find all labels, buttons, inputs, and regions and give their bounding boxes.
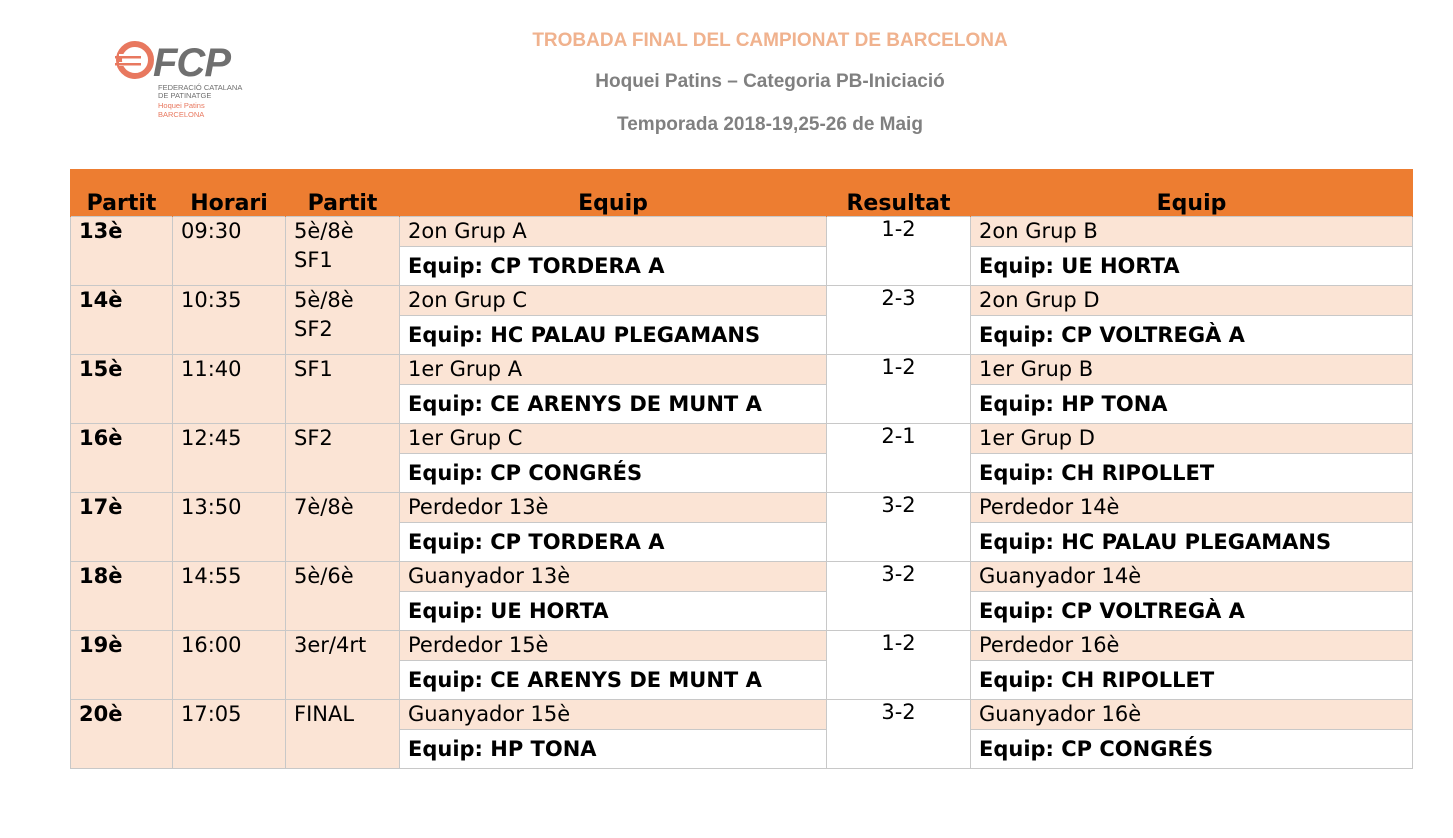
away-team: Equip: HC PALAU PLEGAMANS [971,523,1413,562]
match-phase [286,286,400,355]
match-phase-line: SF1 [294,248,333,272]
away-team: Equip: HP TONA [971,385,1413,424]
table-row [71,424,1413,454]
away-group: Perdedor 14è [971,493,1413,523]
match-time: 14:55 [173,562,286,631]
logo-line: BARCELONA [158,110,205,119]
table-row [71,286,1413,316]
logo-line: Hoquei Patins [158,101,205,110]
away-team: Equip: UE HORTA [971,247,1413,286]
match-result: 3-2 [827,493,971,562]
col-header-partit: Partit [71,169,173,217]
match-number: 20è [71,700,173,769]
page-subtitle: Hoquei Patins – Categoria PB-Iniciació [595,71,945,92]
match-time: 09:30 [173,217,286,286]
match-number: 15è [71,355,173,424]
match-phase [286,493,400,562]
match-phase [286,355,400,424]
away-group: 1er Grup B [971,355,1413,385]
table-row [71,562,1413,592]
match-result: 1-2 [827,631,971,700]
home-group: 1er Grup C [400,424,827,454]
match-phase-line: 3er/4rt [294,633,367,657]
home-group: Guanyador 15è [400,700,827,730]
col-header-fase: Partit [286,169,400,217]
match-number: 16è [71,424,173,493]
match-result: 1-2 [827,217,971,286]
home-team: Equip: UE HORTA [400,592,827,631]
away-team: Equip: CH RIPOLLET [971,661,1413,700]
away-team: Equip: CH RIPOLLET [971,454,1413,493]
match-time: 10:35 [173,286,286,355]
home-group: Guanyador 13è [400,562,827,592]
match-number: 18è [71,562,173,631]
away-group: Guanyador 14è [971,562,1413,592]
table-row [71,700,1413,730]
away-team: Equip: CP CONGRÉS [971,730,1413,769]
match-phase-line: 7è/8è [294,495,354,519]
table-header-row [71,169,1413,217]
away-team: Equip: CP VOLTREGÀ A [971,592,1413,631]
match-phase-line: 5è/8è [294,288,354,312]
match-result: 1-2 [827,355,971,424]
match-number: 17è [71,493,173,562]
match-phase-line: 5è/6è [294,564,354,588]
match-number: 14è [71,286,173,355]
match-result: 3-2 [827,700,971,769]
match-phase-line: SF2 [294,426,333,450]
away-group: 2on Grup B [971,217,1413,247]
match-phase-line: 5è/8è [294,219,354,243]
match-phase [286,631,400,700]
home-team: Equip: CP TORDERA A [400,523,827,562]
table-row [71,217,1413,247]
match-time: 12:45 [173,424,286,493]
table-row [71,493,1413,523]
away-group: Perdedor 16è [971,631,1413,661]
col-header-equip-local: Equip [400,169,827,217]
match-phase-line: SF1 [294,357,333,381]
away-group: Guanyador 16è [971,700,1413,730]
match-result: 2-1 [827,424,971,493]
home-team: Equip: CP TORDERA A [400,247,827,286]
away-group: 1er Grup D [971,424,1413,454]
match-phase [286,700,400,769]
match-schedule-table [70,169,1413,769]
logo-wordmark: FCP [153,41,230,85]
col-header-horari: Horari [173,169,286,217]
away-team: Equip: CP VOLTREGÀ A [971,316,1413,355]
match-time: 16:00 [173,631,286,700]
match-number: 19è [71,631,173,700]
away-group: 2on Grup D [971,286,1413,316]
match-time: 11:40 [173,355,286,424]
home-group: Perdedor 15è [400,631,827,661]
page-title: TROBADA FINAL DEL CAMPIONAT DE BARCELONA [532,30,1008,51]
home-group: 1er Grup A [400,355,827,385]
home-team: Equip: CE ARENYS DE MUNT A [400,385,827,424]
home-team: Equip: CP CONGRÉS [400,454,827,493]
logo-line: FEDERACIÓ CATALANA [158,83,243,92]
home-group: Perdedor 13è [400,493,827,523]
match-phase [286,562,400,631]
home-team: Equip: HC PALAU PLEGAMANS [400,316,827,355]
table-row [71,355,1413,385]
match-number: 13è [71,217,173,286]
match-time: 13:50 [173,493,286,562]
match-time: 17:05 [173,700,286,769]
match-result: 3-2 [827,562,971,631]
match-phase [286,217,400,286]
match-phase-line: SF2 [294,317,333,341]
match-result: 2-3 [827,286,971,355]
home-team: Equip: HP TONA [400,730,827,769]
col-header-equip-visitant: Equip [971,169,1413,217]
table-row [71,631,1413,661]
home-team: Equip: CE ARENYS DE MUNT A [400,661,827,700]
col-header-resultat: Resultat [827,169,971,217]
logo-line: DE PATINATGE [158,91,212,100]
home-group: 2on Grup C [400,286,827,316]
home-group: 2on Grup A [400,217,827,247]
match-phase-line: FINAL [294,702,355,726]
match-phase [286,424,400,493]
season-line: Temporada 2018-19,25-26 de Maig [617,114,923,135]
